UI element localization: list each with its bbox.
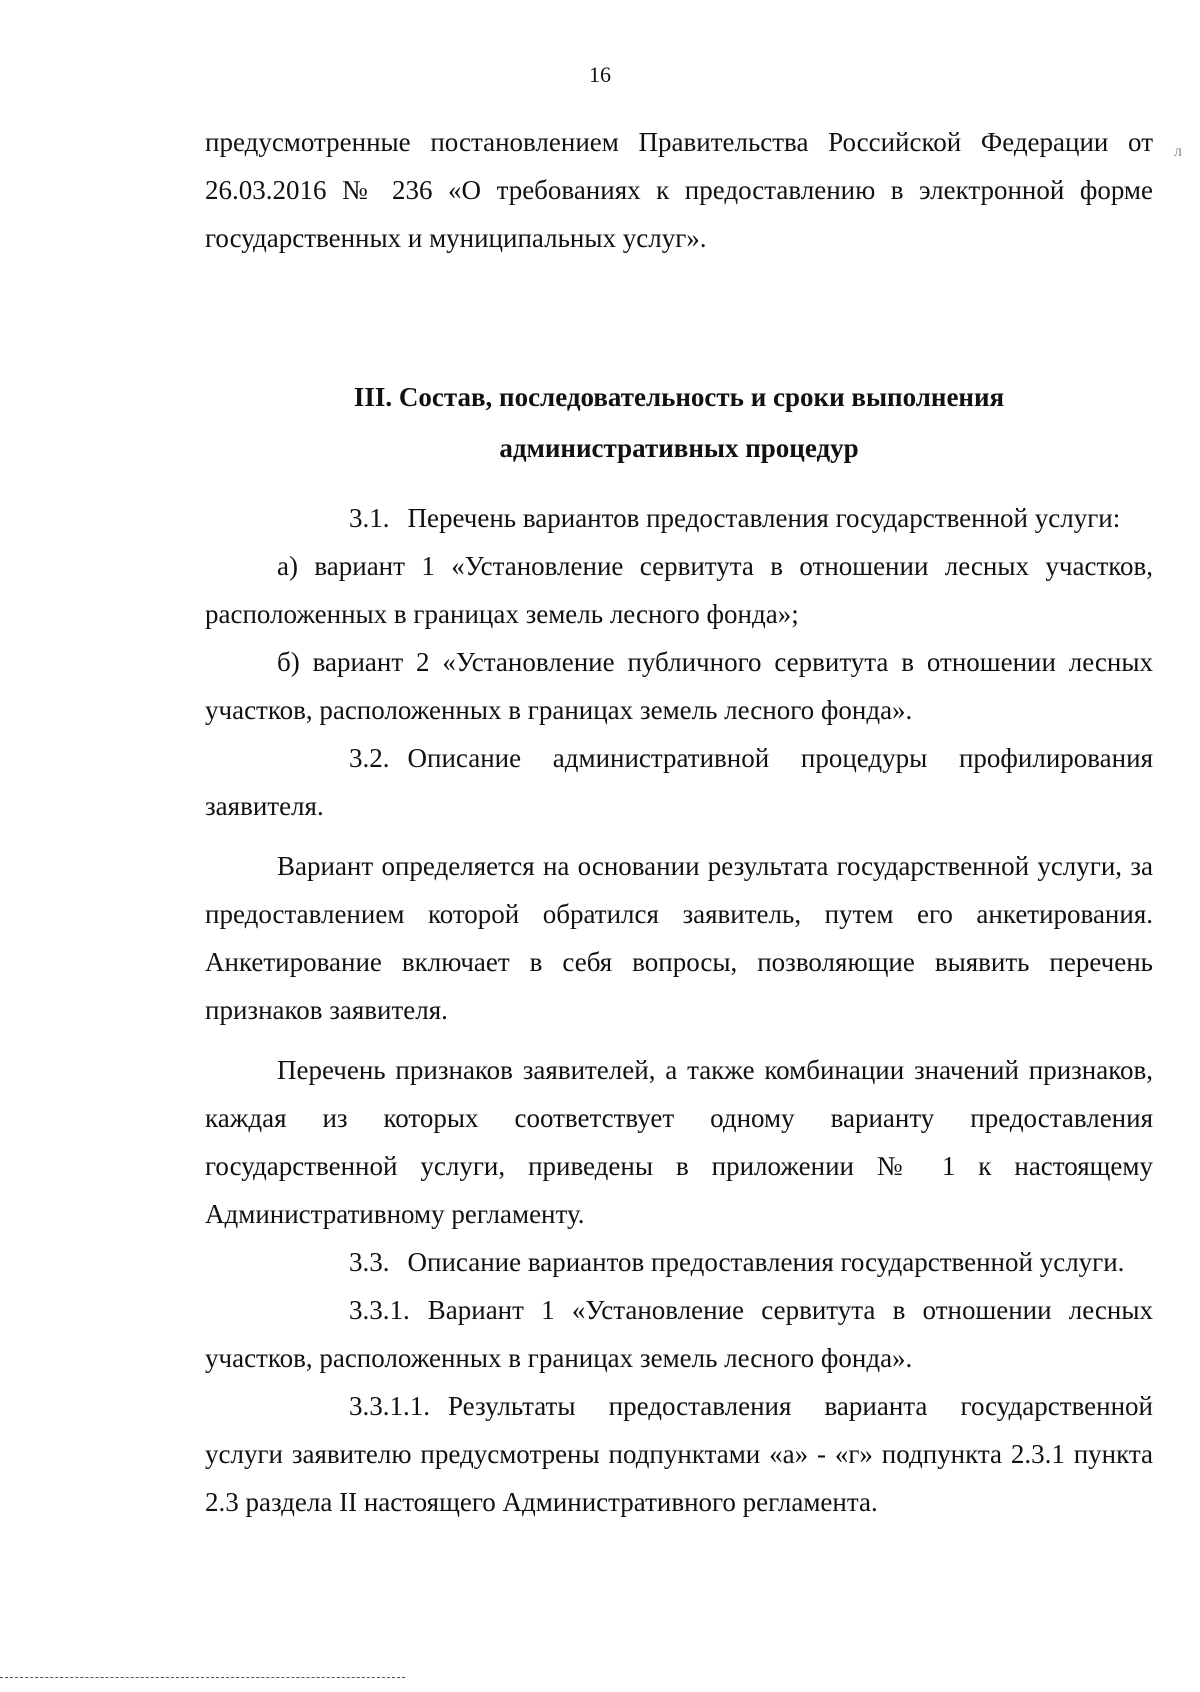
section-heading — [205, 372, 1153, 474]
clause-number: 3.3.1. — [349, 1295, 410, 1325]
section-heading-line-2: административных процедур — [499, 433, 859, 463]
paragraph-3-1 — [205, 494, 1153, 542]
clause-text: Перечень вариантов предоставления государственной услуги: — [407, 503, 1121, 533]
paragraph-3-3 — [205, 1238, 1153, 1286]
paragraph-variant-b: б) вариант 2 «Установление публичного сервитута в отношении лесных участков, расположенных в границах земель лесного фонда». — [205, 647, 1153, 725]
paragraph-3-3-1 — [205, 1286, 1153, 1382]
clause-text: Вариант 1 «Установление сервитута в отношении лесных участков, расположенных в границах земель лесного фонда». — [205, 1295, 1153, 1373]
section-heading-line-1: III. Состав, последовательность и сроки выполнения — [353, 382, 1005, 412]
paragraph-variant-a: а) вариант 1 «Установление сервитута в отношении лесных участков, расположенных в границах земель лесного фонда»; — [205, 551, 1153, 629]
paragraph-continuation: предусмотренные постановлением Правительства Российской Федерации от 26.03.2016 № 236 «О требованиях к предоставлению в электронной форме государственных и муниципальных услуг». — [205, 127, 1153, 253]
paragraph-applicant-attributes: Перечень признаков заявителей, а также комбинации значений признаков, каждая из которых соответствует одному варианту предоставления государственной услуги, приведены в приложении № 1 к настоящему Административному регламенту. — [205, 1055, 1153, 1229]
clause-text: Результаты предоставления варианта государственной услуги заявителю предусмотрены подпунктами «а» - «г» подпункта 2.3.1 пункта 2.3 раздела II настоящего Административного регламента. — [205, 1391, 1153, 1517]
margin-mark: л — [1174, 143, 1182, 160]
clause-number: 3.3. — [349, 1247, 390, 1277]
clause-number: 3.2. — [349, 743, 390, 773]
page-number: 16 — [589, 62, 611, 87]
clause-text: Описание административной процедуры профилирования заявителя. — [205, 743, 1153, 821]
scan-edge-line — [0, 1677, 405, 1678]
paragraph-3-3-1-1 — [205, 1382, 1153, 1526]
paragraph-3-2 — [205, 734, 1153, 830]
clause-text: Описание вариантов предоставления государственной услуги. — [407, 1247, 1125, 1277]
clause-number: 3.1. — [349, 503, 390, 533]
paragraph-variant-determination: Вариант определяется на основании результата государственной услуги, за предоставлением которой обратился заявитель, путем его анкетирования. Анкетирование включает в себя вопросы, позволяющие выявить перечень признаков заявителя. — [205, 851, 1153, 1025]
clause-number: 3.3.1.1. — [349, 1391, 430, 1421]
document-body — [205, 118, 1153, 1526]
